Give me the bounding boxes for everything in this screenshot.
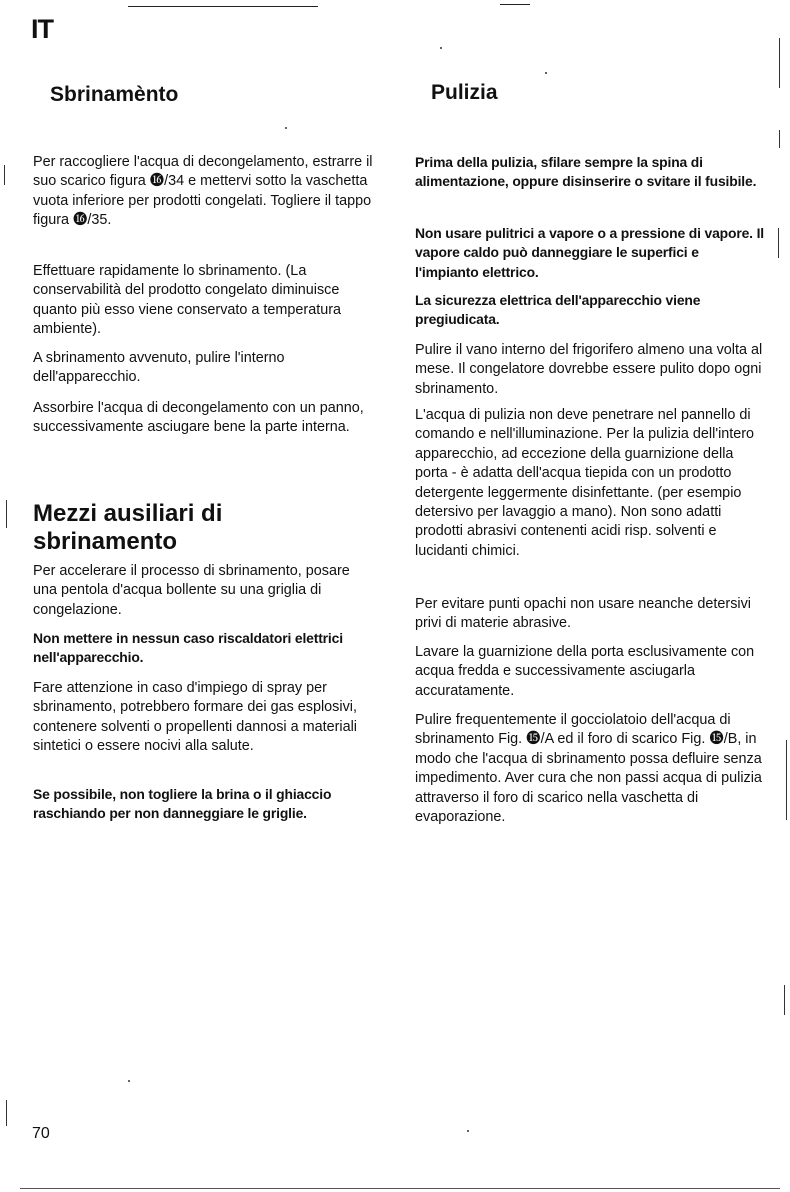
scan-mark <box>784 985 785 1015</box>
warning-paragraph: Prima della pulizia, sfilare sempre la spina di alimentazione, oppure disinserire o svitare il fusibile. <box>415 154 757 190</box>
scan-mark <box>6 500 7 528</box>
section-title-pulizia: Pulizia <box>431 81 498 104</box>
paragraph: Per accelerare il processo di sbrinamento, posare una pentola d'acqua bollente su una griglia di congelazione. <box>33 563 350 618</box>
scan-mark <box>786 740 787 820</box>
paragraph: Pulire frequentemente il gocciolatoio dell'acqua di sbrinamento Fig. ⓯/A ed il foro di scarico Fig. ⓯/B, in modo che l'acqua di sbrinamento possa defluire senza impedimento. Aver cura che non passi acqua di pulizia attraverso il foro di scarico nella vaschetta di evaporazione. <box>415 712 762 826</box>
paragraph: Per raccogliere l'acqua di decongelamento, estrarre il suo scarico figura ⓰/34 e mettervi sotto la vaschetta vuota inferiore per prodotti congelati. Togliere il tappo figura ⓰/35. <box>33 154 373 229</box>
warning-paragraph: La sicurezza elettrica dell'apparecchio viene pregiudicata. <box>415 292 701 328</box>
language-code: IT <box>31 14 53 44</box>
scan-mark <box>779 38 780 88</box>
scan-mark <box>6 1100 7 1126</box>
warning-paragraph: Non usare pulitrici a vapore o a pressione di vapore. Il vapore caldo può danneggiare le superfici e l'impianto elettrico. <box>415 225 765 280</box>
section-title-sbrinamento: Sbrinamènto <box>50 83 179 106</box>
section-title-mezzi-ausiliari: Mezzi ausiliari di sbrinamento <box>33 500 223 555</box>
paragraph: Assorbire l'acqua di decongelamento con un panno, successivamente asciugare bene la parte interna. <box>33 400 364 436</box>
scan-dot <box>467 1130 469 1132</box>
paragraph: Lavare la guarnizione della porta esclusivamente con acqua fredda e successivamente asciugarla accuratamente. <box>415 644 755 699</box>
paragraph: A sbrinamento avvenuto, pulire l'interno dell'apparecchio. <box>33 350 285 386</box>
scan-mark <box>778 228 779 258</box>
scan-mark <box>4 165 5 185</box>
paragraph: Per evitare punti opachi non usare neanche detersivi privi di materie abrasive. <box>415 596 751 632</box>
paragraph: L'acqua di pulizia non deve penetrare nel pannello di comando e nell'illuminazione. Per la pulizia dell'intero apparecchio, ad eccezione della guarnizione della porta - è adatta dell'acqua tiepida con un prodotto detergente leggermente disinfettante. (per esempio detersivo per lavaggio a mano). Non sono adatti prodotti abrasivi contenenti acidi risp. solventi e lucidanti chimici. <box>415 407 755 559</box>
scan-dot <box>545 72 547 74</box>
scan-mark <box>779 130 780 148</box>
warning-paragraph: Se possibile, non togliere la brina o il ghiaccio raschiando per non danneggiare le griglie. <box>33 786 332 822</box>
scan-dot <box>440 47 442 49</box>
scan-dot <box>128 1080 130 1082</box>
warning-paragraph: Non mettere in nessun caso riscaldatori elettrici nell'apparecchio. <box>33 630 343 666</box>
scan-dot <box>285 127 287 129</box>
page-number: 70 <box>32 1125 50 1142</box>
bottom-rule <box>20 1188 780 1189</box>
paragraph: Effettuare rapidamente lo sbrinamento. (La conservabilità del prodotto congelato diminuisce quanto più esso viene conservato a temperatura ambiente). <box>33 263 341 338</box>
paragraph: Pulire il vano interno del frigorifero almeno una volta al mese. Il congelatore dovrebbe essere pulito dopo ogni sbrinamento. <box>415 342 763 397</box>
paragraph: Fare attenzione in caso d'impiego di spray per sbrinamento, potrebbero formare dei gas esplosivi, contenere solventi o propellenti dannosi a materiali sintetici o essere nocivi alla salute. <box>33 680 357 755</box>
top-rule <box>128 6 318 7</box>
top-rule-right <box>500 4 530 5</box>
